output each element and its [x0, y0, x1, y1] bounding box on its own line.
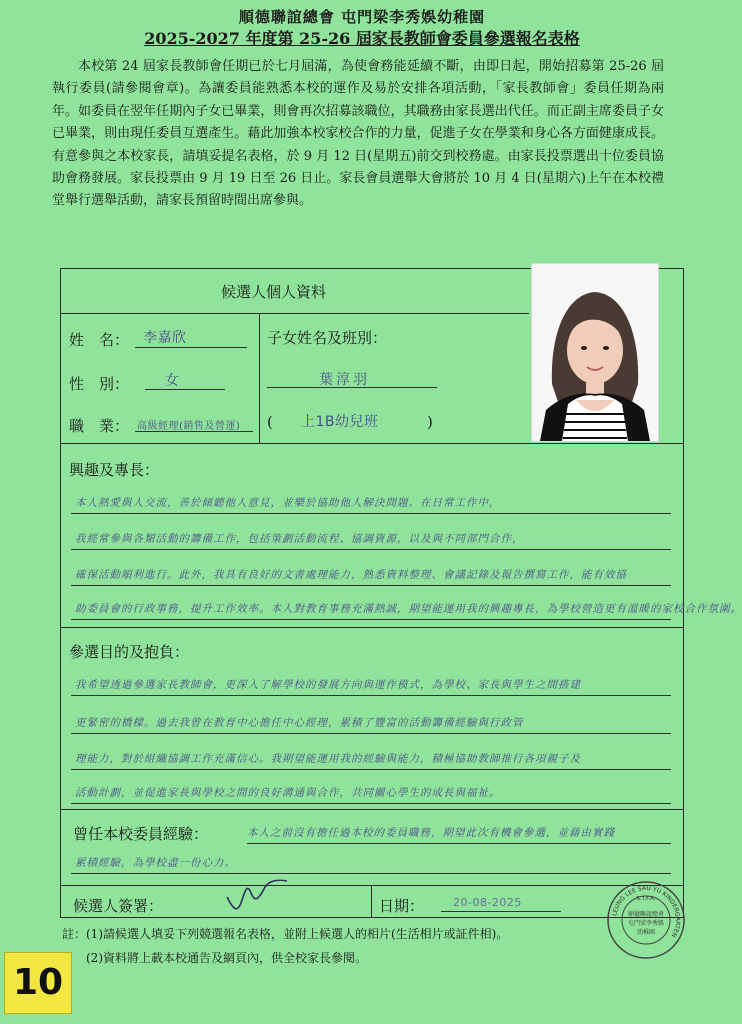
- header: [0, 6, 724, 50]
- job-label: 職 業：: [69, 417, 130, 435]
- form-title: 2025-2027 年度第 25-26 屆家長教師會委員參選報名表格: [144, 29, 580, 48]
- purpose-line: 我希望透過參選家長教師會，更深入了解學校的發展方向與運作模式，為學校、家長與學生之間搭建: [75, 679, 581, 691]
- signature-label: 候選人簽署：: [73, 897, 164, 915]
- divider: [61, 627, 683, 628]
- school-seal: [606, 880, 686, 960]
- note-2: (2)資料將上載本校通告及網頁內，供全校家長參閱。: [86, 951, 368, 965]
- section-title: 候選人個人資料: [221, 283, 327, 301]
- purpose-line: 更緊密的橋樑。過去我曾在教育中心擔任中心經理，累積了豐富的活動籌備經驗與行政管: [75, 717, 524, 729]
- child-name: 葉淳羽: [319, 372, 370, 388]
- hobby-line: 我經常參與各類活動的籌備工作，包括策劃活動流程、協調資源，以及與不同部門合作，: [75, 533, 524, 545]
- gender-value: 女: [165, 373, 180, 389]
- date-label: 日期：: [379, 897, 425, 915]
- candidate-photo: [531, 263, 659, 442]
- divider: [371, 885, 372, 917]
- name-label: 姓 名：: [69, 331, 130, 349]
- divider: [61, 443, 683, 444]
- svg-text:屯門梁李秀娛: 屯門梁李秀娛: [627, 920, 665, 927]
- svg-text:S.T.F.A.: S.T.F.A.: [636, 896, 656, 902]
- divider: [61, 809, 683, 810]
- name-value: 李嘉欣: [143, 330, 187, 346]
- svg-text:順德聯誼總會: 順德聯誼總會: [627, 911, 665, 918]
- notes: [62, 922, 508, 970]
- divider: [61, 313, 529, 314]
- hobby-label: 興趣及專長：: [69, 461, 160, 479]
- hobby-line: 確保活動順利進行。此外，我具有良好的文書處理能力，熟悉資料整理、會議記錄及報告撰寫工作，能有效協: [75, 569, 627, 581]
- gender-label: 性 別：: [69, 375, 130, 393]
- svg-text:LEUNG LEE SAU YU KINDERGARTEN: LEUNG LEE SAU YU KINDERGARTEN: [611, 884, 682, 939]
- svg-text:幼稚園: 幼稚園: [636, 929, 656, 936]
- child-class: 上1B幼兒班: [301, 414, 379, 430]
- paren-open: (: [267, 413, 273, 431]
- purpose-label: 參選目的及抱負：: [69, 643, 190, 661]
- hobby-line: 助委員會的行政事務，提升工作效率。本人對教育事務充滿熱誠，期望能運用我的興趣專長，為學校營造更有溫暖的家校合作氛圍。: [75, 603, 742, 615]
- experience-line: 本人之前沒有擔任過本校的委員職務，期望此次有機會參選，並藉由實踐: [247, 827, 615, 839]
- note-1: 註：(1)請候選人填妥下列競選報名表格，並附上候選人的相片(生活相片或証件相)。: [62, 927, 509, 941]
- divider: [61, 885, 683, 886]
- school-name: 順德聯誼總會 屯門梁李秀娛幼稚園: [238, 8, 486, 26]
- experience-line: 累積經驗，為學校盡一份心力。: [75, 857, 236, 869]
- intro-paragraph: 本校第 24 屆家長教師會任期已於七月屆滿，為使會務能延續不斷，由即日起，開始招募第 25-26 屆執行委員(請參閱會章)。為讓委員能熟悉本校的運作及易於安排各項活動，「家長教師會」委員任期為兩年。如委員在翌年任期內子女已畢業，則會再次招募該職位，其職務由家長選出代任。而正副主席委員子女已畢業，則由現任委員互選產生。藉此加強本校家校合作的力量，促進子女在學業和身心各方面健康成長。有意參與之本校家長，請填妥提名表格，於 9 月 12 日(星期五)前交到校務處。由家長投票選出十位委員協助會務發展。家長投票由 9 月 19 日至 26 日止。家長會員選舉大會將於 10 月 4 日(星期六)上午在本校禮堂舉行選舉活動，請家長預留時間出席參與。: [52, 59, 664, 209]
- experience-label: 曾任本校委員經驗：: [73, 825, 209, 843]
- child-label: 子女姓名及班別：: [267, 329, 388, 347]
- hobby-line: 本人熱愛與人交流，善於傾聽他人意見，並樂於協助他人解決問題。在日常工作中，: [75, 497, 501, 509]
- date-value: 20-08-2025: [453, 896, 522, 909]
- signature-mark: [221, 873, 301, 917]
- purpose-line: 活動計劃，並促進家長與學校之間的良好溝通與合作，共同關心學生的成長與福祉。: [75, 787, 501, 799]
- job-value: 高級經理(銷售及營運): [137, 421, 241, 432]
- page-number-badge: 10: [4, 952, 72, 1014]
- paren-close: ): [427, 413, 433, 431]
- divider: [259, 313, 260, 443]
- purpose-line: 理能力，對於組織協調工作充滿信心。我期望能運用我的經驗與能力，積極協助教師推行各項親子及: [75, 753, 581, 765]
